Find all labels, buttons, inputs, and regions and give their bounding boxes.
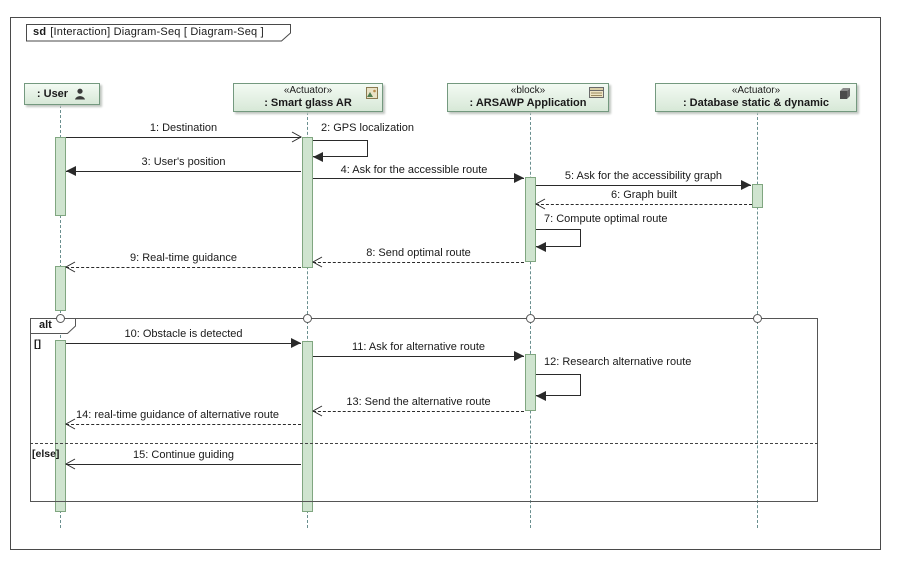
message-label: 9: Real-time guidance (129, 252, 237, 264)
smart-glass-stereotype: «Actuator» (283, 85, 333, 96)
picture-icon (366, 87, 378, 99)
lifeline-head-arsawp (447, 83, 609, 112)
filled-arrowhead-icon (514, 173, 524, 183)
alt-operator-label: alt (39, 319, 52, 331)
filled-arrowhead-icon (536, 242, 546, 252)
message-label: 1: Destination (149, 122, 218, 134)
message-line (66, 171, 301, 172)
message-label: 14: real-time guidance of alternative route (75, 409, 279, 421)
filled-arrowhead-icon (66, 166, 76, 176)
activation-arsawp-1 (525, 177, 536, 262)
filled-arrowhead-icon (313, 152, 323, 162)
lifeline-head-user (24, 83, 100, 105)
message-label: 3: User's position (141, 156, 226, 168)
message-label: 12: Research alternative route (544, 356, 692, 368)
alt-guard-else: [else] (32, 448, 60, 460)
open-arrowhead-icon (312, 405, 324, 417)
cube-icon (839, 87, 851, 100)
frame-tab (26, 24, 292, 42)
filled-arrowhead-icon (291, 338, 301, 348)
message-label: 5: Ask for the accessibility graph (564, 170, 723, 182)
arsawp-stereotype: «block» (510, 85, 546, 96)
board-icon (589, 87, 604, 98)
message-label: 13: Send the alternative route (346, 396, 491, 408)
message-label: 7: Compute optimal route (544, 213, 668, 225)
open-arrowhead-icon (312, 256, 324, 268)
message-line (536, 204, 752, 205)
open-arrowhead-icon (65, 458, 77, 470)
message-label: 15: Continue guiding (133, 449, 234, 461)
lifeline-head-database (655, 83, 857, 112)
open-arrowhead-icon (535, 198, 547, 210)
message-line (536, 185, 751, 186)
alt-guard-1: [] (34, 338, 41, 350)
fragment-crossing-circle (526, 314, 535, 323)
message-line (313, 262, 524, 263)
filled-arrowhead-icon (514, 351, 524, 361)
fragment-crossing-circle (56, 314, 65, 323)
frame-title (33, 26, 264, 38)
arsawp-name: : ARSAWP Application (469, 97, 587, 109)
lifeline-head-smart-glass (233, 83, 383, 112)
message-line (313, 178, 524, 179)
database-name: : Database static & dynamic (682, 97, 830, 109)
message-label: 11: Ask for alternative route (351, 341, 486, 353)
filled-arrowhead-icon (536, 391, 546, 401)
message-label: 8: Send optimal route (366, 247, 471, 259)
message-line (66, 424, 301, 425)
smart-glass-name: : Smart glass AR (264, 97, 352, 109)
frame-title-text: [Interaction] Diagram-Seq [ Diagram-Seq ] (50, 26, 264, 38)
user-name: : User (36, 87, 69, 100)
message-line (66, 464, 301, 465)
fragment-crossing-circle (303, 314, 312, 323)
message-label: 10: Obstacle is detected (124, 328, 243, 340)
fragment-crossing-circle (753, 314, 762, 323)
open-arrowhead-icon (65, 261, 77, 273)
database-stereotype: «Actuator» (731, 85, 781, 96)
message-label: 2: GPS localization (321, 122, 414, 134)
activation-user-1 (55, 137, 66, 216)
message-line (313, 356, 524, 357)
open-arrowhead-icon (65, 418, 77, 430)
message-line (66, 343, 301, 344)
activation-smart-glass-1 (302, 137, 313, 268)
message-line (313, 411, 524, 412)
open-arrowhead-icon (290, 131, 302, 143)
message-line (66, 137, 301, 138)
message-label: 6: Graph built (610, 189, 678, 201)
message-line (66, 267, 301, 268)
person-icon (73, 87, 87, 101)
activation-database-1 (752, 184, 763, 208)
alt-separator (30, 443, 818, 444)
frame-keyword: sd (33, 26, 47, 38)
message-label: 4: Ask for the accessible route (340, 164, 488, 176)
